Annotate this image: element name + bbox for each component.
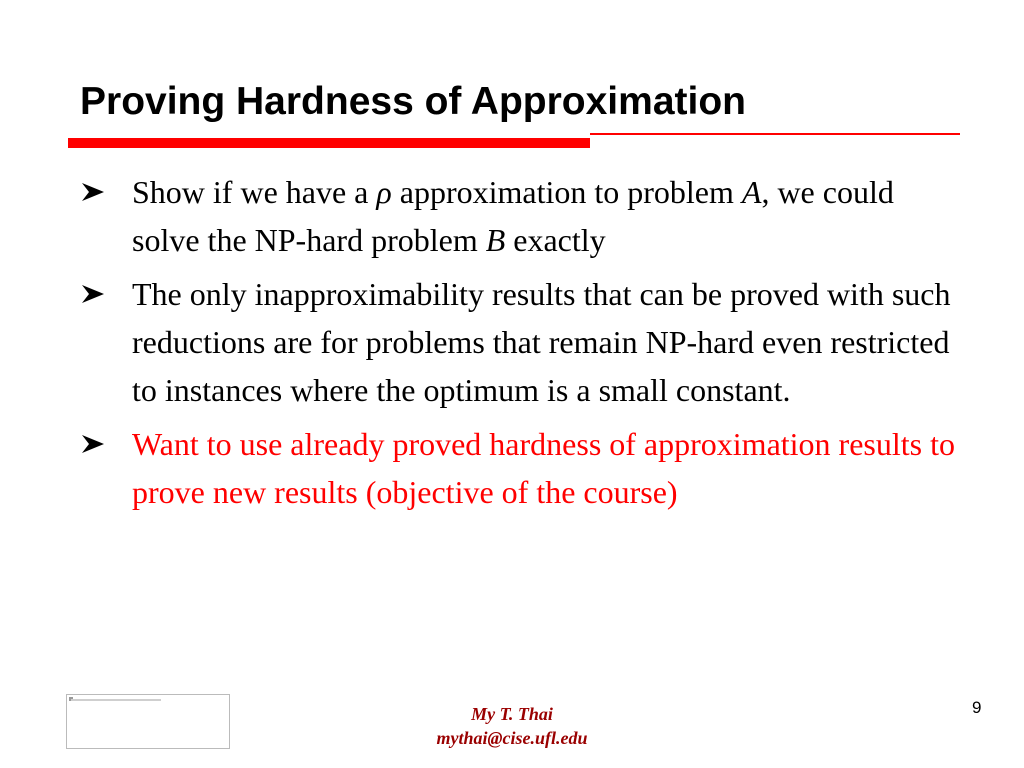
author-email: mythai@cise.ufl.edu	[436, 728, 588, 748]
bullet-item	[80, 270, 960, 414]
bullet-item	[80, 420, 960, 516]
title-underline-thick	[68, 138, 590, 148]
bullet-text: Show if we have a ρ approximation to problem A, we could solve the NP-hard problem B exactly	[132, 174, 894, 258]
title-underline-thin	[590, 133, 960, 135]
slide-title: Proving Hardness of Approximation	[80, 80, 746, 123]
arrow-bullet-icon	[80, 270, 116, 318]
arrow-bullet-icon	[80, 420, 116, 468]
bullet-text: The only inapproximability results that can be proved with such reductions are for problems that remain NP-hard even restricted to instances where the optimum is a small constant.	[132, 276, 951, 408]
author-name: My T. Thai	[471, 704, 553, 724]
footer-author	[380, 702, 644, 750]
arrow-bullet-icon	[80, 168, 116, 216]
footer-thumbnail-image	[66, 694, 230, 749]
bullet-item	[80, 168, 960, 264]
page-number: 9	[972, 698, 982, 717]
thumbnail-caption-line	[71, 699, 161, 701]
bullet-text-highlighted: Want to use already proved hardness of approximation results to prove new results (objective of the course)	[132, 426, 955, 510]
bullet-list	[80, 168, 960, 522]
